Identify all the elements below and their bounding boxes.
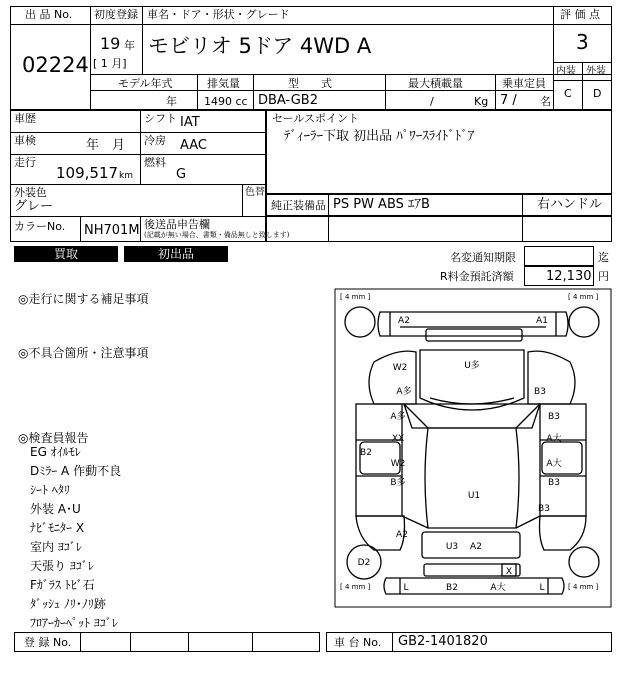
shift-label: シフト [144, 112, 177, 125]
displacement-value: 1490 cc [204, 95, 248, 108]
sales-point-label: セールスポイント [272, 112, 360, 125]
lot-label: 出 品 No. [25, 8, 73, 21]
registration-month: [ 1 月] [93, 57, 127, 70]
damage-mark: A2 [396, 530, 408, 540]
registration-year-unit: 年 [124, 39, 135, 52]
name-change-deadline-box [524, 246, 594, 266]
hood [420, 350, 524, 410]
post-shipment-label: 後送品申告欄 [144, 218, 210, 231]
post-shipment-note: (記載が無い場合、書類・備品無しと致します) [144, 231, 290, 239]
corner-label-top-left: [ 4 mm ] [340, 293, 371, 301]
inspector-item: ﾀﾞｯｼｭ ﾉﾘ･ﾉﾘ跡 [30, 597, 106, 611]
rear-bumper [384, 578, 564, 594]
damage-mark: A大 [490, 583, 506, 593]
damage-mark: L [539, 583, 545, 593]
fuel-value: G [176, 167, 187, 182]
chassis-number-label: 車 台 No. [334, 636, 382, 649]
damage-mark: W2 [392, 363, 408, 373]
first-registration-label: 初度登録 [94, 8, 138, 21]
damage-mark: B3 [538, 504, 550, 514]
driving-notes-title: ◎走行に関する補足事項 [18, 292, 149, 306]
mileage-value: 109,517 [56, 164, 119, 182]
damage-mark: X [505, 567, 513, 577]
inspection-label: 車検 [14, 134, 36, 147]
fuel-label: 燃料 [144, 156, 166, 169]
damage-mark: XX [391, 434, 405, 444]
defect-notes-title: ◎不具合箇所・注意事項 [18, 346, 149, 360]
inspector-item: ｼｰﾄ ﾍﾀﾘ [30, 483, 70, 497]
ac-label: 冷房 [144, 134, 166, 147]
recycle-fee-value: 12,130 [546, 269, 592, 284]
damage-mark: A2 [398, 316, 410, 326]
roof [425, 428, 519, 528]
shift-value: IAT [180, 115, 200, 130]
color-change-label: 色替 [245, 187, 265, 198]
inspector-item: 室内 ﾖｺﾞﾚ [30, 540, 82, 554]
type-value: DBA-GB2 [258, 93, 318, 108]
capacity-value: 7 / [500, 93, 517, 108]
inspector-item: Fｶﾞﾗｽ ﾄﾋﾞ石 [30, 578, 95, 592]
interior-grade: C [564, 87, 572, 100]
color-value: グレー [14, 199, 54, 214]
inspector-item: Dﾐﾗｰ A 作動不良 [30, 464, 122, 478]
equipment-value: PS PW ABS ｴｱB [333, 197, 430, 212]
damage-mark: U1 [467, 491, 481, 501]
corner-label-top-right: [ 4 mm ] [568, 293, 599, 301]
color-no-value: NH701M [84, 223, 140, 238]
corner-label-bottom-right: [ 4 mm ] [568, 583, 599, 591]
damage-mark: B3 [534, 387, 546, 397]
inspector-item: 天張り ﾖｺﾞﾚ [30, 559, 94, 573]
damage-mark: B2 [360, 448, 372, 458]
car-name-label: 車名・ドア・形状・グレード [147, 8, 290, 21]
inspector-item: ﾌﾛｱｰｶｰﾍﾟｯﾄ ﾖｺﾞﾚ [30, 616, 118, 630]
exterior-label: 外装 [586, 66, 606, 77]
wheel-rear-right [569, 547, 599, 577]
grade-label: 評 価 点 [560, 8, 600, 21]
buy-badge: 買取 [14, 246, 118, 262]
model-year-unit: 年 [166, 95, 177, 108]
corner-label-bottom-left: [ 4 mm ] [340, 583, 371, 591]
capacity-label: 乗車定員 [502, 77, 546, 90]
damage-mark: W2 [390, 459, 406, 469]
color-label: 外装色 [14, 186, 47, 199]
damage-mark: B2 [446, 583, 458, 593]
recycle-fee-unit: 円 [598, 270, 609, 283]
damage-mark: A多 [396, 387, 412, 397]
ac-value: AAC [180, 138, 207, 153]
name-change-deadline-label: 名変通知期限 [450, 251, 516, 264]
inspector-item: 外装 A･U [30, 502, 81, 516]
max-load-unit: Kg [474, 95, 489, 108]
damage-mark: B3 [548, 412, 560, 422]
damage-mark: A大 [546, 459, 562, 469]
mileage-label: 走行 [14, 156, 36, 169]
wheel-front-left [345, 307, 375, 337]
name-change-deadline-unit: 迄 [598, 251, 609, 264]
damage-mark: U3 [445, 542, 459, 552]
damage-mark: U多 [464, 361, 480, 371]
car-name: モビリオ 5ドア 4WD A [148, 34, 372, 58]
inspector-item: ﾅﾋﾞﾓﾆﾀｰ X [30, 521, 85, 535]
damage-mark: A1 [536, 316, 548, 326]
sales-point-value: ﾃﾞｨｰﾗｰ下取 初出品 ﾊﾟﾜｰｽﾗｲﾄﾞﾄﾞｱ [284, 129, 475, 144]
chassis-number-value: GB2-1401820 [398, 634, 488, 649]
damage-mark: A多 [390, 412, 406, 422]
damage-mark: L [403, 583, 409, 593]
registration-year: 19 [100, 34, 121, 53]
interior-label: 内装 [556, 66, 576, 77]
grade-score: 3 [576, 30, 589, 54]
exterior-grade: D [593, 87, 602, 100]
front-grille [426, 329, 522, 341]
max-load-value: / [430, 95, 434, 108]
type-label: 型 式 [288, 77, 332, 90]
color-no-label: カラーNo. [14, 220, 66, 233]
mileage-unit: km [119, 171, 133, 181]
recycle-fee-label: R料金預託済額 [440, 270, 514, 283]
registration-number-label: 登 録 No. [24, 636, 72, 649]
handle-position: 右ハンドル [537, 197, 603, 212]
damage-mark: A2 [470, 542, 482, 552]
inspector-item: EG ｵｲﾙﾓﾚ [30, 445, 81, 459]
damage-mark: A大 [546, 434, 562, 444]
max-load-label: 最大積載量 [408, 77, 463, 90]
damage-mark: D2 [357, 558, 371, 568]
equipment-label: 純正装備品 [271, 199, 326, 212]
capacity-unit: 名 [540, 95, 551, 108]
damage-mark: B3 [548, 478, 560, 488]
history-label: 車歴 [14, 112, 36, 125]
post-shipment-frame [266, 216, 612, 242]
displacement-label: 排気量 [207, 77, 240, 90]
inspector-report-title: ◎検査員報告 [18, 431, 89, 445]
rear-right-fender [540, 516, 587, 550]
damage-mark: B多 [390, 478, 406, 488]
first-listing-badge: 初出品 [124, 246, 228, 262]
wheel-front-right [569, 307, 599, 337]
lot-number: 02224 [22, 53, 89, 77]
model-year-label: モデル年式 [118, 77, 173, 90]
inspection-value: 年 月 [86, 138, 126, 153]
car-damage-diagram [334, 288, 612, 608]
